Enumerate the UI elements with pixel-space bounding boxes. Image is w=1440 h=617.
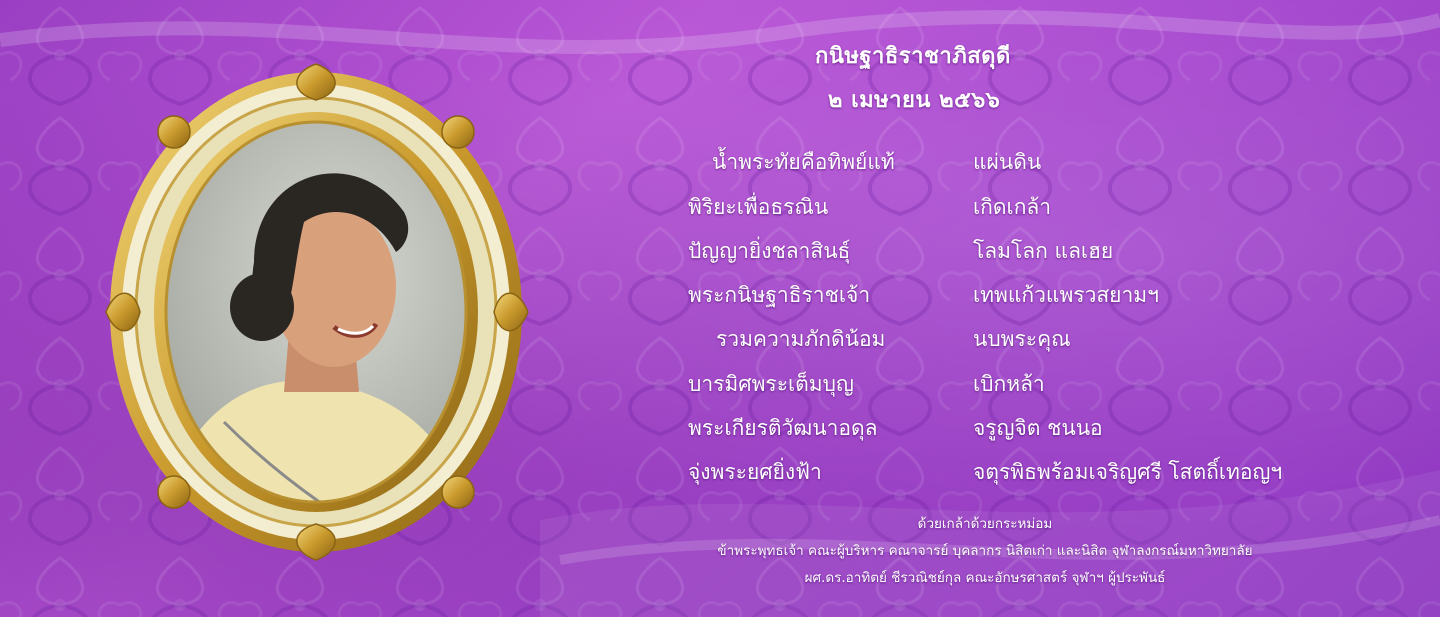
poem-line-6-right: เบิกหล้า [973,372,1045,396]
poem-line-3-left: ปัญญายิ่งชลาสินธุ์ [688,239,851,263]
poem-line-2-left: พิริยะเพื่อธรณิน [688,195,829,219]
poem-line-2-right: เกิดเกล้า [973,195,1052,219]
poem-line-8-left: จุ่งพระยศยิ่งฟ้า [688,460,822,484]
poem-line-5-left: รวมความภักดิน้อม [716,327,886,351]
credit-dedication: ด้วยเกล้าด้วยกระหม่อม [917,516,1053,532]
poem-line-1-right: แผ่นดิน [973,150,1042,174]
poem-date: ๒ เมษายน ๒๕๖๖ [828,88,1001,113]
credit-author: ผศ.ดร.อาทิตย์ ชีรวณิชย์กุล คณะอักษรศาสตร์ จุฬาฯ ผู้ประพันธ์ [804,570,1166,586]
poem-line-3-right: โลมโลก แลเฮย [973,239,1114,263]
poem-line-8-right: จตุรพิธพร้อมเจริญศรี โสตถิ์เทอญฯ [973,460,1283,484]
poem-line-4-left: พระกนิษฐาธิราชเจ้า [688,283,871,307]
poem-line-7-right: จรูญจิต ชนนอ [973,416,1103,440]
poem-line-4-right: เทพแก้วแพรวสยามฯ [973,283,1159,307]
poem-line-5-right: นบพระคุณ [973,327,1071,351]
poem-line-1-left: น้ำพระทัยคือทิพย์แท้ [712,150,895,174]
poem-line-7-left: พระเกียรติวัฒนาอดุล [688,416,878,440]
ornate-portrait-frame [104,62,530,562]
poem-line-6-left: บารมิศพระเต็มบุญ [688,372,854,396]
credit-presenters: ข้าพระพุทธเจ้า คณะผู้บริหาร คณาจารย์ บุคลากร นิสิตเก่า และนิสิต จุฬาลงกรณ์มหาวิทยาลัย [717,543,1253,559]
poem-title: กนิษฐาธิราชาภิสดุดี [815,44,1011,69]
